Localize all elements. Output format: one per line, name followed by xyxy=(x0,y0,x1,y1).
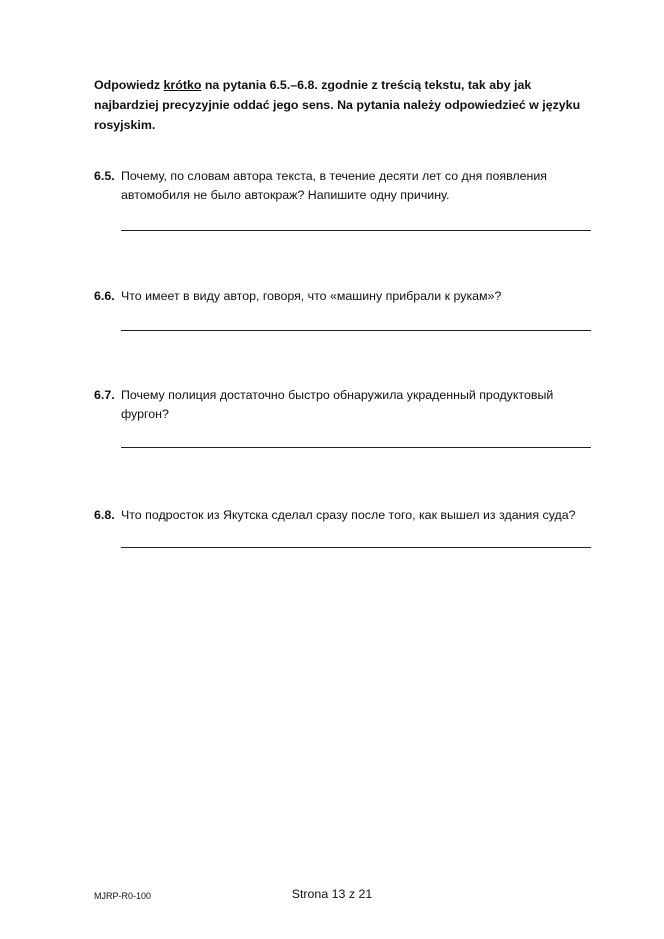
page-number: Strona 13 z 21 xyxy=(291,887,373,901)
instruction-part-1: Odpowiedz xyxy=(94,78,164,92)
task-6-6 xyxy=(94,287,594,306)
answer-line-6-5[interactable] xyxy=(121,230,591,231)
task-question: Почему полиция достаточно быстро обнаружила украденный продуктовый фургон? xyxy=(121,388,554,421)
document-code: MJRP-R0-100 xyxy=(94,891,152,901)
answer-line-6-7[interactable] xyxy=(121,447,591,448)
task-number: 6.7. xyxy=(94,388,115,402)
task-6-5 xyxy=(94,167,594,205)
answer-line-6-8[interactable] xyxy=(121,547,591,548)
instruction-text xyxy=(94,75,594,135)
task-6-8 xyxy=(94,506,594,525)
task-number: 6.6. xyxy=(94,289,115,303)
task-question: Что подросток из Якутска сделал сразу после того, как вышел из здания суда? xyxy=(121,508,576,522)
task-number: 6.5. xyxy=(94,169,115,183)
answer-line-6-6[interactable] xyxy=(121,330,591,331)
task-question: Что имеет в виду автор, говоря, что «машину прибрали к рукам»? xyxy=(121,289,502,303)
task-question: Почему, по словам автора текста, в течение десяти лет со дня появления автомобиля не было автокраж? Напишите одну причину. xyxy=(121,169,547,202)
instruction-emphasis: krótko xyxy=(163,78,202,92)
task-number: 6.8. xyxy=(94,508,115,522)
instruction-part-2: na pytania 6.5.–6.8. zgodnie z treścią tekstu, tak aby jak najbardziej precyzyjnie oddać jego sens. Na pytania należy odpowiedzieć w języku rosyjskim. xyxy=(94,78,581,132)
task-6-7 xyxy=(94,386,594,424)
